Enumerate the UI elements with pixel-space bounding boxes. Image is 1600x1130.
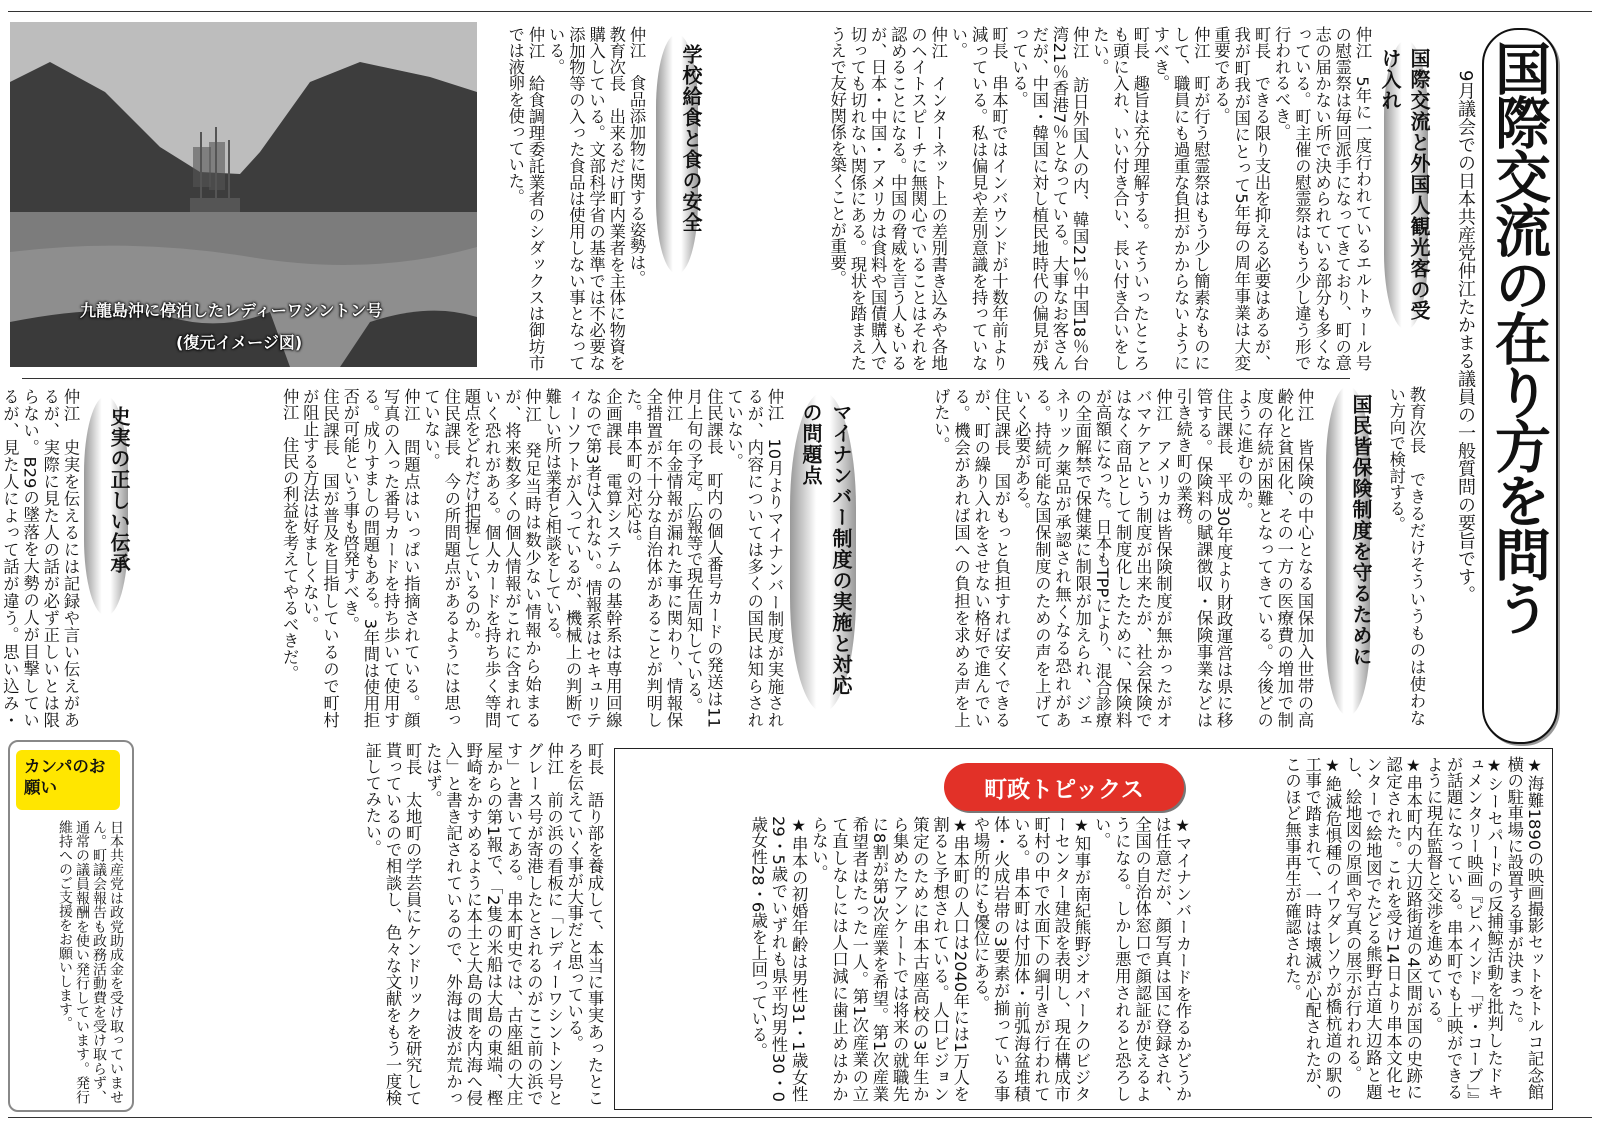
donation-title: カンパのお願い (16, 750, 120, 810)
paragraph: 仲江 町が行う慰霊祭はもう少し簡素なものにして、職員にも過重な負担がかからないようにすべき。 (1150, 26, 1211, 371)
paragraph: 仲江 5年に一度行われているエルトゥール号の慰霊祭は毎回派手になってきており、町の意志の届かない所で決められている部分も多くなっている。町主催の慰霊祭はもう少し違う形で行われるべき。 (1272, 26, 1372, 371)
section-head-hoken: 国民皆保険制度を守るために (1349, 394, 1373, 667)
middle-rule (22, 378, 1350, 379)
paragraph: 仲江 10月よりマイナンバー制度が実施されるが、内容については多くの国民は知らされていない。 (724, 388, 784, 728)
paragraph: 仲江 問題点はいっぱい指摘されている。顔写真の入った番号カードを持ち歩いて使用する。成りすましの問題もある。3年間は使用拒否が可能という事も啓発すべき。 (340, 388, 421, 728)
section-head-shijitsu: 史実の正しい伝承 (107, 406, 131, 574)
top-rule (8, 11, 1592, 12)
section-body-kyushoku (484, 26, 646, 371)
section-body-hoken (868, 388, 1314, 728)
page-title: 国際交流の在り方を問う (1486, 40, 1551, 634)
paragraph: 住民課長 国が普及を目指しているので町村が阻止する方法は好ましくない。 (300, 388, 340, 728)
section-head-mynumber: マイナンバー制度の実施と対応の問題点 (799, 402, 853, 696)
list-item: ★シーセパードの反捕鯨活動を批判したドキュメンタリー映画『ビハインド「ザ・コーブ」』が話題になっている。串本町でも上映ができるように現在監督と交渉を進めている。 (1423, 756, 1504, 1100)
paragraph: 町長 できる限り支出を抑える必要はあるが、我が町我が国にとって5年毎の周年事業は大変重要である。 (1211, 26, 1271, 371)
paragraph: 教育次長 出来るだけ町内業者を主体に物資を購入している。文部科学省の基準では不必要な添加物等の入った食品は使用しない事となっている。 (546, 26, 626, 371)
subtitle: 9月議会での日本共産党仲江たかまる議員の一般質問の要旨です。 (1455, 70, 1476, 604)
list-item: ★串本の初婚年齢は男性31・1歳女性29・5歳でいずれも県平均男性30・0歳女性28・6歳を上回っている。 (748, 816, 809, 1102)
paragraph: 町長 語り部を養成して、本当に事実あったところを伝えていく事が大事だと思っている。 (564, 742, 604, 1106)
paragraph: 仲江 住民の利益を考えてやるべきだ。 (280, 388, 300, 682)
paragraph: 企画課長 電算システムの基幹系は専用回線なので第3者は入れない。情報系はセキュリティーソフトが入っているが、機械上の判断で難しい所は業者と相談をしている。 (542, 388, 623, 728)
photo-subcaption: (復元イメージ図) (176, 333, 303, 352)
paragraph: 仲江 訪日外国人の内、韓国21％中国18％台湾21％香港7％となっている。大事なお客さんだが、中国・韓国に対し植民地時代の偏見が残っている。 (1009, 26, 1090, 371)
bottom-rule (8, 1117, 1592, 1118)
paragraph: 住民課長 町内の個人番号カードの発送は11月上旬の予定。広報等で現在周知している。 (684, 388, 724, 728)
paragraph: 仲江 史実を伝えるには記録や言い伝えがあるが、実際に見た人の話が必ず正しいとは限らない。B29の墜落を大勢の人が目撃しているが、見た人によって話が違う。思い込み・ (0, 388, 80, 728)
list-item: ★海難1890の映画撮影セットをトルコ記念館横の駐車場に設置する事が決まった。 (1504, 756, 1544, 1100)
section-body-shijitsu-cont (136, 742, 604, 1106)
photo-caption: 九龍島沖に停泊したレディーワシントン号 (80, 301, 383, 320)
paragraph: 仲江 皆保険の中心となる国保加入世帯の高齢化と貧困化、その一方の医療費の増加で制度の存続が困難となってきている。今後どのように進むのか。 (1234, 388, 1314, 728)
topics-list-right (1198, 756, 1544, 1100)
list-item: ★串本町の人口は2040年には1万人を割ると予想されている。人口ビジョン策定のために串本古座高校の3年生から集めたアンケートでは将来の就職先に8割が第3次産業を希望。第1次産業希望者はたった一人。第1次産業の立て直しなしには人口減に歯止めはかからない。 (809, 816, 970, 1102)
list-item: ★知事が南紀熊野ジオパークのビジターセンター建設を表明し、現在構成市町村の中で水面下の綱引きが行われている。串本町は付加体・前弧海盆堆積体・火成岩帯の3要素が揃っている事や場所的にも優位にある。 (970, 816, 1091, 1102)
paragraph: 町長 趣旨は充分理解する。そういったところも頭に入れ、いい付き合い、長い付き合いをしたい。 (1090, 26, 1150, 371)
paragraph: 仲江 発足当時は数少ない情報から始まるが、将来数多くの個人情報がこれに含まれていく恐れがある。個人カードを持ち歩く等問題点をどれだけ把握しているのか。 (461, 388, 542, 728)
paragraph: 仲江 食品添加物に関する姿勢は。 (627, 26, 646, 287)
section-body-mynumber (136, 388, 784, 728)
topics-list-left (624, 816, 1192, 1102)
list-item: ★絶滅危惧種のイワダレソウが橋杭道の駅の工事で踏まれて、一時は壊滅が心配されたが、このほど無事再生が確認された。 (1282, 756, 1342, 1100)
list-item: ★マイナンバーカードを作るかどうかは任意だが、顔写真は国に登録され、全国の自治体窓口で顔認証が使えるようになる。しかし悪用されると恐ろしい。 (1092, 816, 1192, 1102)
paragraph: 仲江 インターネット上の差別書き込みや各地のヘイトスピーチに無関心でいることはそれを認めることになる。中国の脅威を言う人もいるが、日本・中国・アメリカは食料や国債購入で切っても切れない関係にある。現状を踏まえたうえで友好関係を築くことが重要。 (827, 26, 948, 371)
topics-label: 町政トピックス (944, 763, 1184, 811)
list-item: ★串本町内の大辺路街道の4区間が国の史跡に認定された。これを受け14日より串本文化センターで絵地図でたどる熊野古道大辺路と題し、絵地図の原画や写真の展示が行われる。 (1343, 756, 1423, 1100)
paragraph: 住民課長 平成30年度より財政運営は県に移管する。保険料の賦課徴収・保険事業などは引き続き町の業務。 (1173, 388, 1234, 728)
intro-end: 教育次長 できるだけそういうものは使わない方向で検討する。 (1386, 386, 1426, 726)
paragraph: 住民課長 今の所問題点があるようには思っていない。 (421, 388, 461, 728)
paragraph: 仲江 アメリカは皆保険制度が無かったがオバマケアという制度が出来たが、社会保険ではなく商品として制度化したために、保険料が高額になった。日本もTPPにより、混合診療の全面解禁で保健薬に制限が加えられ、ジェネリック薬品が承認され無くなる恐れがある。持続可能な国保制度のための声を上げていく必要がある。 (1012, 388, 1173, 728)
paragraph: 住民課長 国がもっと負担すれば安くできるが、町の繰り入れをさせない格好で進んでいる。機会があれば国への負担を求める声を上げたい。 (931, 388, 1011, 728)
paragraph: 町長 串本町ではインバウンドが十数年前より減っている。私は偏見や差別意識を持っていない。 (948, 26, 1009, 371)
paragraph: 仲江 前の浜の看板に「レディーワシントン号とグレース号が寄港したとされるのがここ前の浜です」と書いてある。串本町史では、古座組の大庄屋からの第1報で、「2隻の米船は大島の東端、樫野崎をかすめるように本土と大島の間を内海へ侵入」と書き記されているので、外海は波が荒かったはず。 (423, 742, 564, 1106)
section-head-kokusai: 国際交流と外国人観光客の受け入れ (1378, 48, 1431, 321)
section-head-kyushoku: 学校給食と食の安全 (679, 44, 703, 233)
paragraph: 仲江 年金情報が漏れた事に関わり、情報保全措置が不十分な自治体があることが判明した。串本町の対応は。 (623, 388, 683, 728)
paragraph: 町長 太地町の学芸員にケンドリックを研究して貰っているので相談し、色々な文献をもう一度検証してみたい。 (362, 742, 423, 1106)
donation-body: 日本共産党は政党助成金を受け取っていません。町議会報告も政務活動費を受け取らず、通常の議員報酬を使い発行しています。発行維持へのご支援をお願いします。 (57, 820, 124, 1104)
section-body-kokusai (706, 26, 1372, 371)
section-body-shijitsu (0, 388, 80, 728)
paragraph: 仲江 給食調理委託業者のシダックスは御坊市では液卵を使っていた。 (505, 26, 545, 371)
